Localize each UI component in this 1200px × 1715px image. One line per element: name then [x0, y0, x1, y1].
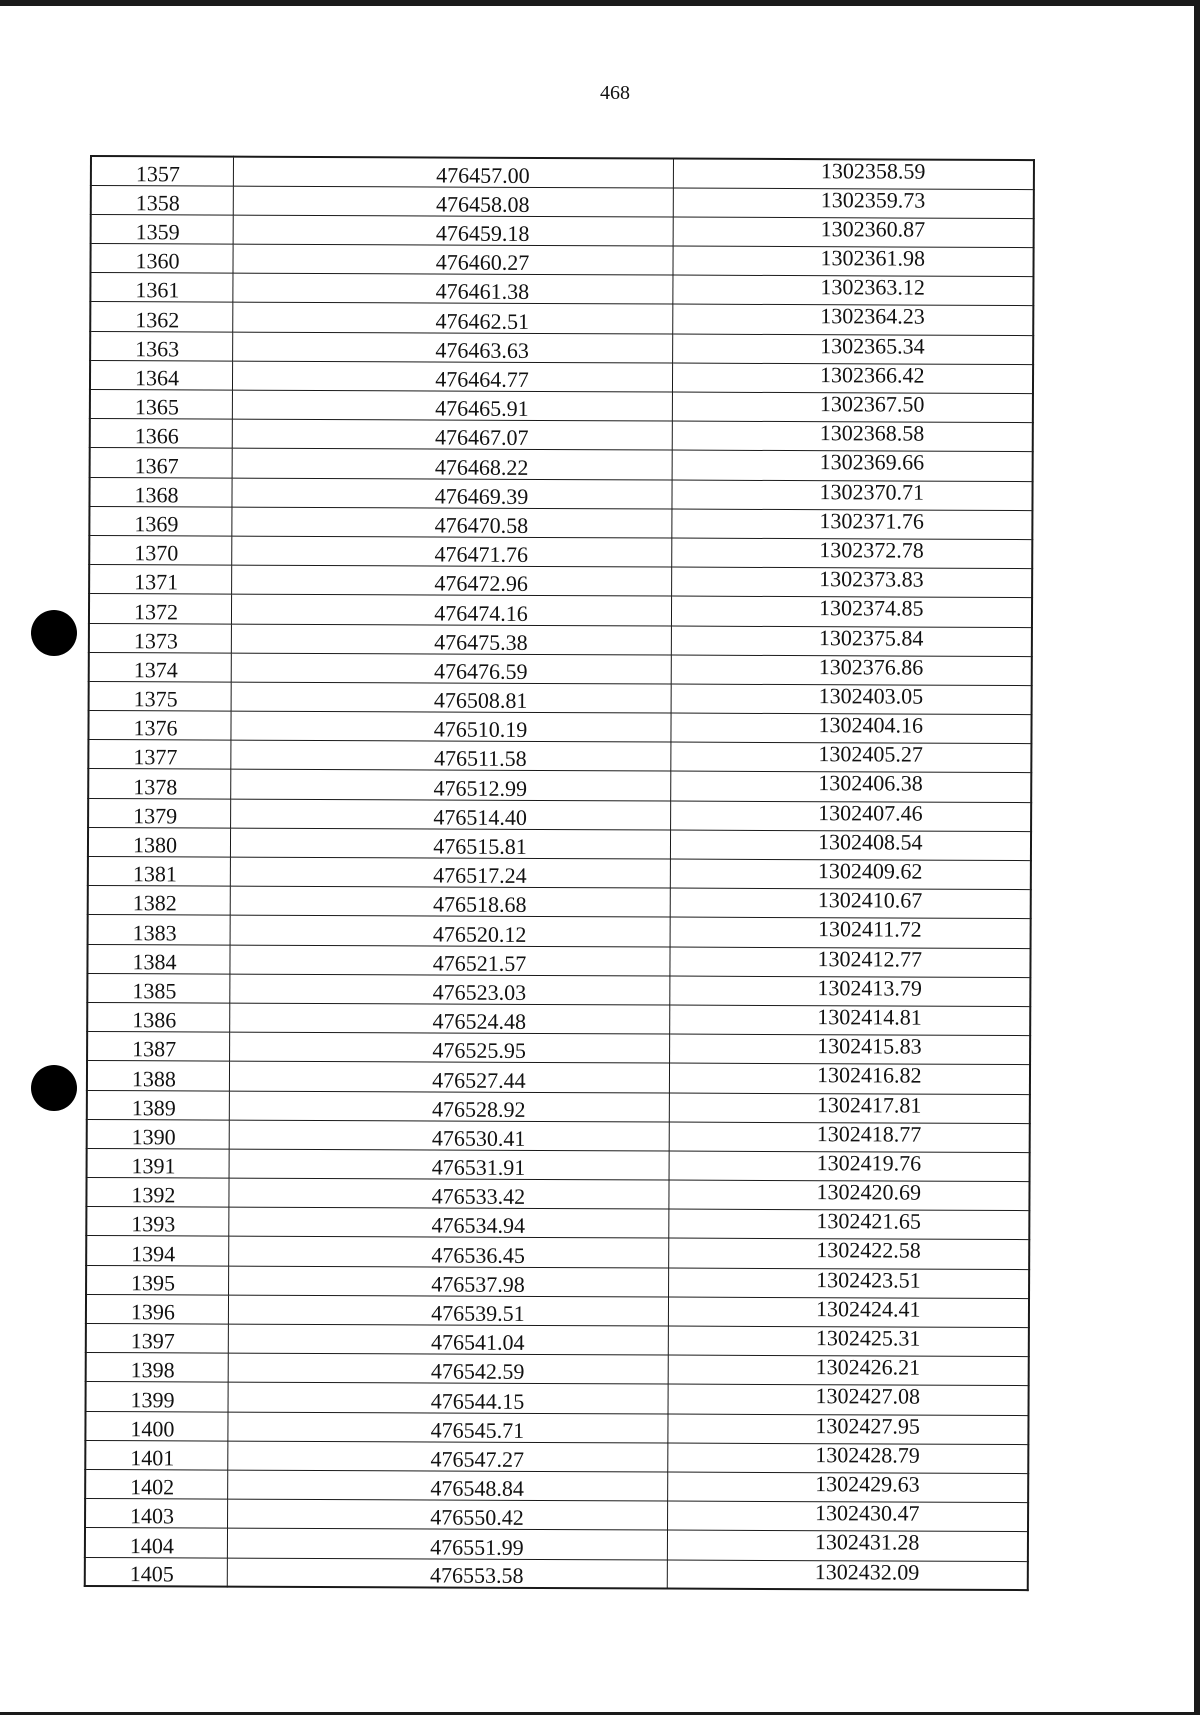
table-row: [87, 1119, 1030, 1152]
northing-cell: 1302367.50: [672, 392, 1033, 423]
northing-cell: 1302411.72: [670, 917, 1031, 948]
point-number-cell: 1403: [85, 1499, 227, 1529]
table-row: [90, 448, 1033, 481]
point-number-cell: 1383: [88, 915, 230, 945]
northing-cell: 1302432.09: [667, 1560, 1028, 1591]
easting-cell: 476469.39: [231, 478, 671, 509]
point-number-cell: 1363: [90, 331, 232, 361]
table-row: [87, 944, 1030, 977]
northing-cell: 1302416.82: [669, 1063, 1030, 1094]
table-row: [89, 565, 1032, 598]
table-row: [86, 1353, 1029, 1386]
northing-cell: 1302425.31: [668, 1326, 1029, 1357]
easting-cell: 476511.58: [230, 740, 670, 771]
northing-cell: 1302406.38: [670, 771, 1031, 802]
easting-cell: 476510.19: [230, 711, 670, 742]
table-row: [85, 1411, 1028, 1444]
point-number-cell: 1399: [86, 1382, 228, 1412]
easting-cell: 476536.45: [228, 1237, 668, 1268]
easting-cell: 476547.27: [227, 1441, 667, 1472]
easting-cell: 476525.95: [229, 1032, 669, 1063]
easting-cell: 476463.63: [232, 332, 672, 363]
point-number-cell: 1381: [88, 856, 230, 886]
easting-cell: 476465.91: [232, 390, 672, 421]
northing-cell: 1302364.23: [672, 304, 1033, 335]
point-number-cell: 1374: [89, 652, 231, 682]
northing-cell: 1302405.27: [670, 742, 1031, 773]
northing-cell: 1302421.65: [668, 1209, 1029, 1240]
point-number-cell: 1397: [86, 1323, 228, 1353]
table-row: [85, 1499, 1028, 1532]
easting-cell: 476527.44: [229, 1061, 669, 1092]
table-row: [88, 798, 1031, 831]
northing-cell: 1302414.81: [669, 1005, 1030, 1036]
table-row: [89, 594, 1032, 627]
table-row: [86, 1178, 1029, 1211]
point-number-cell: 1395: [86, 1265, 228, 1295]
easting-cell: 476467.07: [232, 419, 672, 450]
coordinates-table-body: [85, 156, 1034, 1590]
easting-cell: 476462.51: [232, 303, 672, 334]
point-number-cell: 1365: [90, 390, 232, 420]
easting-cell: 476458.08: [233, 186, 673, 217]
table-row: [87, 1002, 1030, 1035]
easting-cell: 476520.12: [230, 915, 670, 946]
northing-cell: 1302415.83: [669, 1034, 1030, 1065]
point-number-cell: 1394: [86, 1236, 228, 1266]
northing-cell: 1302430.47: [667, 1501, 1028, 1532]
table-row: [91, 214, 1034, 247]
table-row: [86, 1382, 1029, 1415]
table-row: [88, 856, 1031, 889]
easting-cell: 476530.41: [229, 1120, 669, 1151]
point-number-cell: 1359: [91, 214, 233, 244]
table-row: [88, 769, 1031, 802]
northing-cell: 1302404.16: [670, 713, 1031, 744]
northing-cell: 1302427.08: [668, 1384, 1029, 1415]
easting-cell: 476542.59: [228, 1353, 668, 1384]
northing-cell: 1302407.46: [670, 801, 1031, 832]
easting-cell: 476534.94: [228, 1207, 668, 1238]
point-number-cell: 1404: [85, 1528, 227, 1558]
easting-cell: 476544.15: [228, 1382, 668, 1413]
northing-cell: 1302409.62: [670, 859, 1031, 890]
easting-cell: 476537.98: [228, 1266, 668, 1297]
northing-cell: 1302366.42: [672, 363, 1033, 394]
page-edge-right: [1194, 0, 1200, 1715]
easting-cell: 476524.48: [229, 1003, 669, 1034]
page-edge-top: [0, 0, 1200, 6]
northing-cell: 1302424.41: [668, 1297, 1029, 1328]
northing-cell: 1302370.71: [671, 480, 1032, 511]
table-row: [85, 1469, 1028, 1502]
easting-cell: 476548.84: [227, 1470, 667, 1501]
northing-cell: 1302413.79: [669, 976, 1030, 1007]
easting-cell: 476472.96: [231, 565, 671, 596]
easting-cell: 476528.92: [229, 1091, 669, 1122]
table-row: [88, 915, 1031, 948]
easting-cell: 476464.77: [232, 361, 672, 392]
northing-cell: 1302403.05: [671, 684, 1032, 715]
table-row: [89, 477, 1032, 510]
table-row: [90, 360, 1033, 393]
easting-cell: 476553.58: [227, 1558, 667, 1589]
table-row: [89, 535, 1032, 568]
table-row: [89, 681, 1032, 714]
easting-cell: 476460.27: [232, 244, 672, 275]
point-number-cell: 1391: [87, 1148, 229, 1178]
northing-cell: 1302368.58: [672, 421, 1033, 452]
northing-cell: 1302427.95: [667, 1414, 1028, 1445]
table-row: [91, 185, 1034, 218]
point-number-cell: 1378: [88, 769, 230, 799]
table-row: [87, 1061, 1030, 1094]
northing-cell: 1302418.77: [669, 1122, 1030, 1153]
northing-cell: 1302375.84: [671, 626, 1032, 657]
table-row: [86, 1207, 1029, 1240]
northing-cell: 1302410.67: [670, 888, 1031, 919]
point-number-cell: 1393: [86, 1207, 228, 1237]
point-number-cell: 1389: [87, 1090, 229, 1120]
table-row: [86, 1294, 1029, 1327]
northing-cell: 1302374.85: [671, 596, 1032, 627]
point-number-cell: 1388: [87, 1061, 229, 1091]
point-number-cell: 1392: [86, 1178, 228, 1208]
northing-cell: 1302426.21: [668, 1355, 1029, 1386]
point-number-cell: 1376: [88, 711, 230, 741]
point-number-cell: 1402: [85, 1469, 227, 1499]
point-number-cell: 1370: [89, 535, 231, 565]
point-number-cell: 1398: [86, 1353, 228, 1383]
easting-cell: 476533.42: [228, 1178, 668, 1209]
easting-cell: 476523.03: [229, 974, 669, 1005]
easting-cell: 476514.40: [230, 799, 670, 830]
point-number-cell: 1369: [89, 506, 231, 536]
point-number-cell: 1386: [87, 1002, 229, 1032]
point-number-cell: 1360: [90, 244, 232, 274]
table-row: [91, 156, 1034, 189]
northing-cell: 1302372.78: [671, 538, 1032, 569]
table-row: [85, 1440, 1028, 1473]
point-number-cell: 1364: [90, 360, 232, 390]
easting-cell: 476517.24: [230, 857, 670, 888]
northing-cell: 1302428.79: [667, 1443, 1028, 1474]
easting-cell: 476470.58: [231, 507, 671, 538]
point-number-cell: 1387: [87, 1032, 229, 1062]
easting-cell: 476550.42: [227, 1499, 667, 1530]
punch-hole-mark: [31, 1065, 77, 1111]
easting-cell: 476545.71: [227, 1412, 667, 1443]
easting-cell: 476476.59: [231, 653, 671, 684]
northing-cell: 1302408.54: [670, 830, 1031, 861]
easting-cell: 476459.18: [233, 215, 673, 246]
table-row: [88, 740, 1031, 773]
northing-cell: 1302422.58: [668, 1238, 1029, 1269]
coordinates-table: [84, 155, 1035, 1591]
northing-cell: 1302420.69: [668, 1180, 1029, 1211]
point-number-cell: 1400: [85, 1411, 227, 1441]
northing-cell: 1302419.76: [669, 1151, 1030, 1182]
page-number: 468: [600, 82, 630, 104]
northing-cell: 1302359.73: [673, 188, 1034, 219]
easting-cell: 476457.00: [233, 157, 673, 188]
point-number-cell: 1362: [90, 302, 232, 332]
table-row: [90, 302, 1033, 335]
point-number-cell: 1377: [88, 740, 230, 770]
table-row: [90, 331, 1033, 364]
table-row: [85, 1557, 1028, 1590]
point-number-cell: 1361: [90, 273, 232, 303]
easting-cell: 476518.68: [230, 886, 670, 917]
table-row: [89, 506, 1032, 539]
northing-cell: 1302373.83: [671, 567, 1032, 598]
table-row: [85, 1528, 1028, 1561]
point-number-cell: 1366: [90, 419, 232, 449]
northing-cell: 1302412.77: [669, 947, 1030, 978]
point-number-cell: 1380: [88, 827, 230, 857]
easting-cell: 476468.22: [232, 448, 672, 479]
table-row: [86, 1323, 1029, 1356]
point-number-cell: 1401: [85, 1440, 227, 1470]
northing-cell: 1302363.12: [672, 275, 1033, 306]
point-number-cell: 1357: [91, 156, 233, 186]
easting-cell: 476471.76: [231, 536, 671, 567]
table-row: [90, 244, 1033, 277]
table-row: [89, 652, 1032, 685]
table-row: [86, 1265, 1029, 1298]
punch-hole-mark: [31, 610, 77, 656]
point-number-cell: 1368: [89, 477, 231, 507]
point-number-cell: 1379: [88, 798, 230, 828]
table-row: [89, 623, 1032, 656]
easting-cell: 476541.04: [228, 1324, 668, 1355]
northing-cell: 1302376.86: [671, 655, 1032, 686]
northing-cell: 1302365.34: [672, 334, 1033, 365]
point-number-cell: 1384: [87, 944, 229, 974]
point-number-cell: 1372: [89, 594, 231, 624]
point-number-cell: 1358: [91, 185, 233, 215]
table-row: [90, 419, 1033, 452]
table-row: [90, 390, 1033, 423]
table-row: [90, 273, 1033, 306]
table-row: [88, 827, 1031, 860]
easting-cell: 476551.99: [227, 1528, 667, 1559]
northing-cell: 1302358.59: [673, 159, 1034, 190]
easting-cell: 476512.99: [230, 770, 670, 801]
northing-cell: 1302429.63: [667, 1472, 1028, 1503]
point-number-cell: 1375: [89, 681, 231, 711]
easting-cell: 476475.38: [231, 624, 671, 655]
point-number-cell: 1396: [86, 1294, 228, 1324]
easting-cell: 476539.51: [228, 1295, 668, 1326]
northing-cell: 1302417.81: [669, 1093, 1030, 1124]
point-number-cell: 1373: [89, 623, 231, 653]
point-number-cell: 1385: [87, 973, 229, 1003]
table-row: [86, 1236, 1029, 1269]
point-number-cell: 1405: [85, 1557, 227, 1587]
table-row: [88, 886, 1031, 919]
easting-cell: 476515.81: [230, 828, 670, 859]
northing-cell: 1302369.66: [672, 450, 1033, 481]
point-number-cell: 1371: [89, 565, 231, 595]
table-row: [87, 1148, 1030, 1181]
easting-cell: 476461.38: [232, 273, 672, 304]
easting-cell: 476508.81: [231, 682, 671, 713]
northing-cell: 1302360.87: [673, 217, 1034, 248]
table-row: [87, 1090, 1030, 1123]
easting-cell: 476521.57: [229, 945, 669, 976]
northing-cell: 1302371.76: [671, 509, 1032, 540]
northing-cell: 1302423.51: [668, 1268, 1029, 1299]
point-number-cell: 1390: [87, 1119, 229, 1149]
table-row: [87, 1032, 1030, 1065]
easting-cell: 476531.91: [229, 1149, 669, 1180]
point-number-cell: 1382: [88, 886, 230, 916]
easting-cell: 476474.16: [231, 594, 671, 625]
table-row: [87, 973, 1030, 1006]
point-number-cell: 1367: [90, 448, 232, 478]
northing-cell: 1302361.98: [672, 246, 1033, 277]
table-row: [88, 711, 1031, 744]
northing-cell: 1302431.28: [667, 1530, 1028, 1561]
